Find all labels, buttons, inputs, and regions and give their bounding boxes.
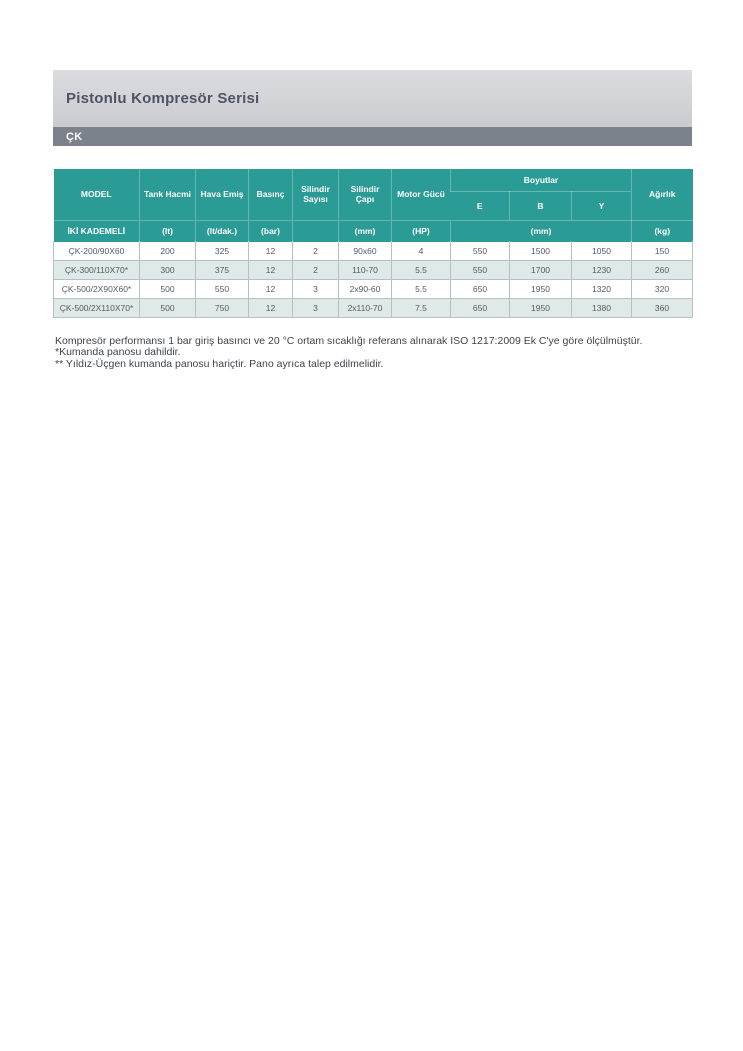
series-label: ÇK <box>66 130 83 143</box>
model-cell: ÇK-200/90X60 <box>54 241 140 260</box>
note-line: ** Yıldız-Üçgen kumanda panosu hariçtir. Pano ayrıca talep edilmelidir. <box>55 357 384 370</box>
table-cell: 150 <box>632 241 693 260</box>
table-cell: 3 <box>293 298 339 317</box>
table-cell: 650 <box>451 279 510 298</box>
table-cell: 650 <box>451 298 510 317</box>
spec-table-head <box>54 169 693 241</box>
table-cell: 4 <box>392 241 451 260</box>
table-cell: 300 <box>140 260 196 279</box>
table-cell: 1230 <box>572 260 632 279</box>
table-cell: 12 <box>249 279 293 298</box>
col-header-b: B <box>510 191 572 220</box>
table-cell: 7.5 <box>392 298 451 317</box>
table-cell: 550 <box>196 279 249 298</box>
col-header-e: E <box>451 191 510 220</box>
unit-motor-gucu: (HP) <box>392 220 451 241</box>
table-cell: 5.5 <box>392 279 451 298</box>
unit-basinc: (bar) <box>249 220 293 241</box>
table-cell: 550 <box>451 260 510 279</box>
model-cell: ÇK-500/2X110X70* <box>54 298 140 317</box>
unit-agirlik: (kg) <box>632 220 693 241</box>
subheader-series-type: İKİ KADEMELİ <box>54 220 140 241</box>
table-cell: 500 <box>140 279 196 298</box>
note-line: *Kumanda panosu dahildir. <box>55 346 181 359</box>
table-cell: 5.5 <box>392 260 451 279</box>
col-header-tank-hacmi: Tank Hacmi <box>140 169 196 220</box>
col-header-hava-emis: Hava Emiş <box>196 169 249 220</box>
table-cell: 1950 <box>510 298 572 317</box>
table-cell: 1700 <box>510 260 572 279</box>
table-cell: 320 <box>632 279 693 298</box>
table-cell: 2 <box>293 260 339 279</box>
table-cell: 1380 <box>572 298 632 317</box>
unit-boyutlar: (mm) <box>451 220 632 241</box>
table-cell: 360 <box>632 298 693 317</box>
table-cell: 12 <box>249 241 293 260</box>
table-cell: 1950 <box>510 279 572 298</box>
col-header-silindir-sayisi: Silindir Sayısı <box>293 169 339 220</box>
table-cell: 260 <box>632 260 693 279</box>
page-header <box>53 70 692 127</box>
series-bar <box>53 127 692 146</box>
footnotes <box>53 336 692 371</box>
unit-silindir-capi: (mm) <box>339 220 392 241</box>
table-row <box>54 260 693 279</box>
col-header-y: Y <box>572 191 632 220</box>
col-header-model: MODEL <box>54 169 140 220</box>
table-cell: 90x60 <box>339 241 392 260</box>
col-header-motor-gucu: Motor Gücü <box>392 169 451 220</box>
table-cell: 200 <box>140 241 196 260</box>
catalog-page <box>53 0 692 370</box>
spec-table-body <box>54 241 693 317</box>
model-cell: ÇK-300/110X70* <box>54 260 140 279</box>
table-cell: 2x90-60 <box>339 279 392 298</box>
table-cell: 500 <box>140 298 196 317</box>
spec-table <box>53 169 693 318</box>
table-cell: 2 <box>293 241 339 260</box>
table-row <box>54 298 693 317</box>
col-header-basinc: Basınç <box>249 169 293 220</box>
table-row <box>54 279 693 298</box>
table-cell: 375 <box>196 260 249 279</box>
unit-silindir-sayisi <box>293 220 339 241</box>
note-line: Kompresör performansı 1 bar giriş basıncı ve 20 °C ortam sıcaklığı referans alınarak ISO 1217:2009 Ek C'ye göre ölçülmüştür. <box>55 334 643 347</box>
table-cell: 1320 <box>572 279 632 298</box>
table-cell: 325 <box>196 241 249 260</box>
col-header-silindir-capi: Silindir Çapı <box>339 169 392 220</box>
table-cell: 750 <box>196 298 249 317</box>
table-cell: 12 <box>249 260 293 279</box>
table-cell: 1050 <box>572 241 632 260</box>
table-cell: 1500 <box>510 241 572 260</box>
table-row <box>54 241 693 260</box>
page-title: Pistonlu Kompresör Serisi <box>66 90 260 107</box>
unit-tank-hacmi: (lt) <box>140 220 196 241</box>
col-header-boyutlar: Boyutlar <box>451 169 632 191</box>
table-cell: 2x110-70 <box>339 298 392 317</box>
col-header-agirlik: Ağırlık <box>632 169 693 220</box>
table-cell: 550 <box>451 241 510 260</box>
table-cell: 110-70 <box>339 260 392 279</box>
model-cell: ÇK-500/2X90X60* <box>54 279 140 298</box>
header-row-main <box>54 169 693 191</box>
table-cell: 3 <box>293 279 339 298</box>
header-row-units <box>54 220 693 241</box>
unit-hava-emis: (lt/dak.) <box>196 220 249 241</box>
table-cell: 12 <box>249 298 293 317</box>
